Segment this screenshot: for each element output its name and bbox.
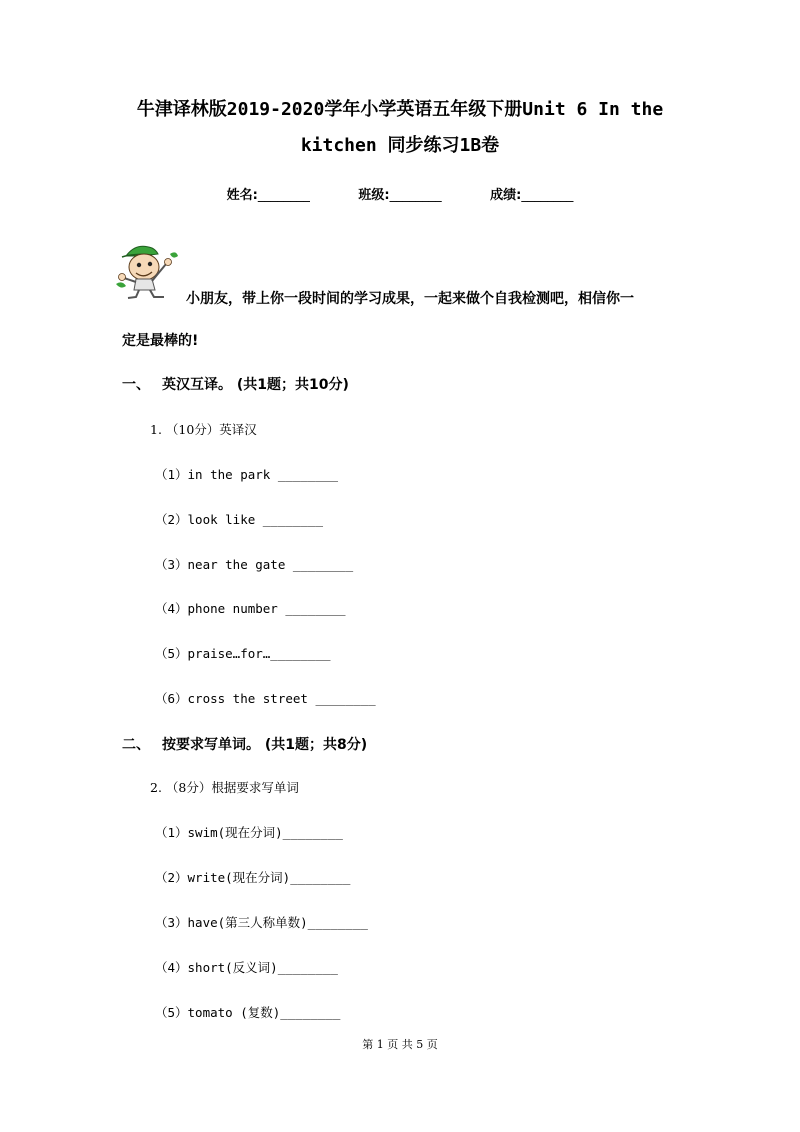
- question-2-item-4: （4）short(反义词)________: [155, 960, 338, 975]
- section-2-number: 二、: [122, 737, 150, 753]
- class-field: [358, 184, 441, 203]
- document-title: [100, 92, 700, 164]
- question-1-item-1: （1）in the park ________: [155, 467, 339, 482]
- question-1-item-4: （4）phone number ________: [155, 601, 346, 616]
- question-1-item-5: （5）praise…for…________: [155, 646, 331, 661]
- student-info-row: [0, 184, 800, 203]
- class-label: 班级:: [358, 188, 390, 203]
- section-2-title: 按要求写单词。 (共1题；共8分): [162, 737, 368, 753]
- intro-line-1: 小朋友，带上你一段时间的学习成果，一起来做个自我检测吧，相信你一: [186, 291, 634, 307]
- name-field: [227, 184, 310, 203]
- question-1: 1. （10分）英译汉: [150, 422, 257, 437]
- question-2-item-5: （5）tomato (复数)________: [155, 1005, 341, 1020]
- question-2-item-1: （1）swim(现在分词)________: [155, 825, 343, 840]
- question-2: 2. （8分）根据要求写单词: [150, 780, 299, 795]
- title-line-1: 牛津译林版2019-2020学年小学英语五年级下册Unit 6 In the: [136, 99, 664, 120]
- section-1-title: 英汉互译。 (共1题；共10分): [162, 377, 349, 393]
- score-blank: ________: [521, 188, 574, 203]
- intro-line-2: 定是最棒的!: [122, 333, 199, 349]
- question-2-item-3: （3）have(第三人称单数)________: [155, 915, 368, 930]
- title-line-2: kitchen 同步练习1B卷: [300, 135, 500, 156]
- question-1-item-6: （6）cross the street ________: [155, 691, 376, 706]
- section-1-number: 一、: [122, 377, 150, 393]
- section-1-heading: [122, 374, 349, 394]
- name-blank: ________: [257, 188, 310, 203]
- score-field: [490, 184, 573, 203]
- question-1-item-3: （3）near the gate ________: [155, 557, 354, 572]
- intro-paragraph: [122, 278, 682, 362]
- question-1-item-2: （2）look like ________: [155, 512, 323, 527]
- class-blank: ________: [389, 188, 442, 203]
- score-label: 成绩:: [490, 188, 522, 203]
- page-footer: 第 1 页 共 5 页: [362, 1038, 438, 1051]
- question-2-item-2: （2）write(现在分词)________: [155, 870, 351, 885]
- name-label: 姓名:: [226, 188, 258, 203]
- section-2-heading: [122, 734, 367, 754]
